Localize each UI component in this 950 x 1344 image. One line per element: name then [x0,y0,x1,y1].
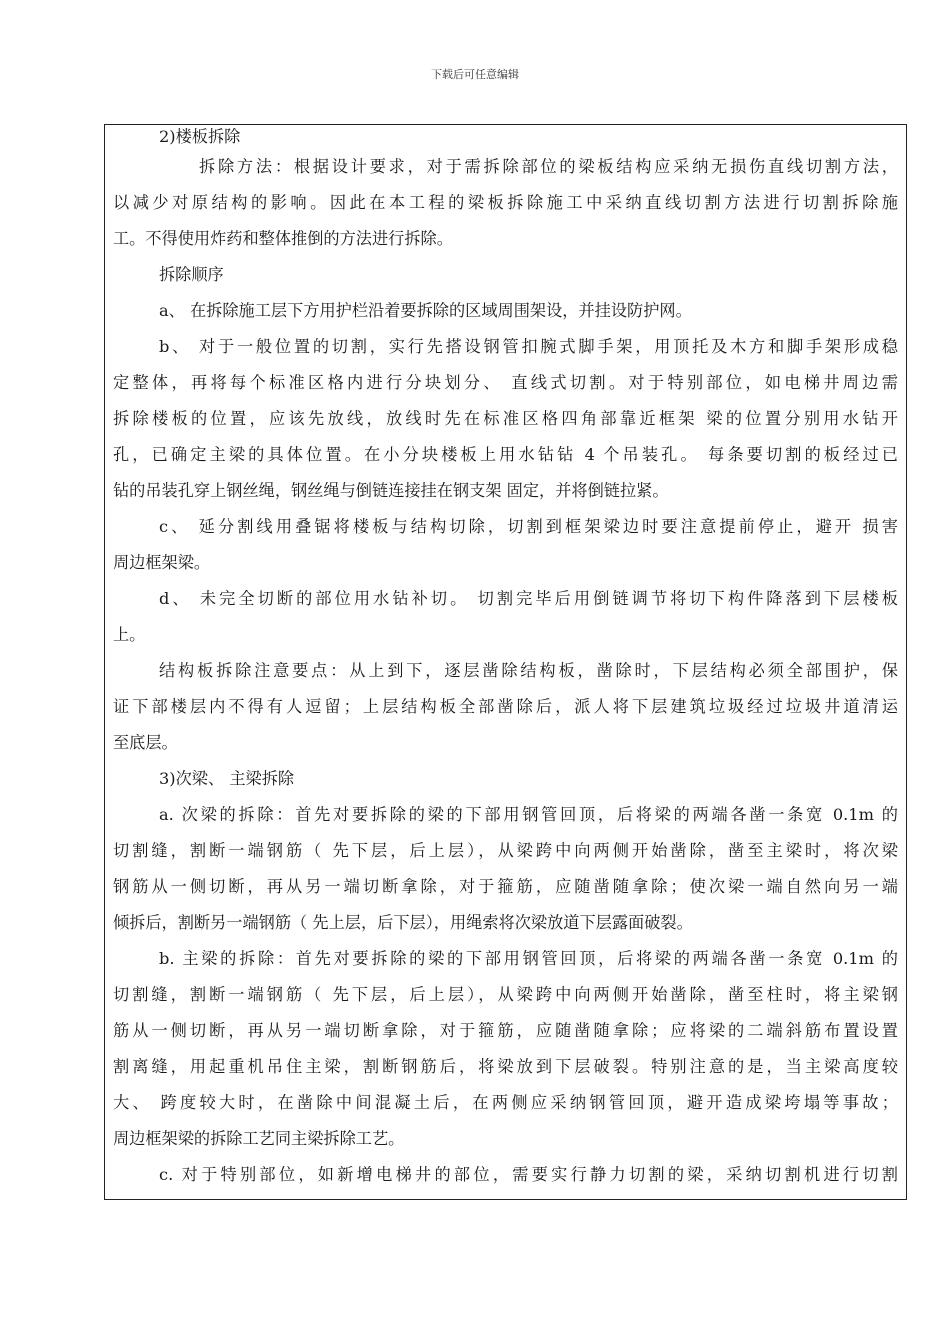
document-line: c、 延分割线用叠锯将楼板与结构切除，切割到框架梁边时要注意提前停止，避开 损害 [159,517,898,536]
document-line: 3)次梁、 主梁拆除 [159,769,295,788]
document-line: 割离缝，用起重机吊住主梁，割断钢筋后，将梁放到下层破裂。特别注意的是，当主梁高度较 [113,1057,898,1076]
document-line: 拆除方法：根据设计要求，对于需拆除部位的梁板结构应采纳无损伤直线切割方法， [199,157,898,176]
document-line: 周边框架梁。 [113,553,211,572]
document-line: a、 在拆除施工层下方用护栏沿着要拆除的区域周围架设，并挂设防护网。 [159,301,692,320]
document-line: 孔，已确定主梁的具体位置。在小分块楼板上用水钻钻 4 个吊装孔。 每条要切割的板经过已 [113,445,898,464]
document-line: 2)楼板拆除 [159,127,241,146]
document-line: 切割缝，割断一端钢筋（ 先下层，后上层），从梁跨中向两侧开始凿除，凿至主梁时，将次梁 [113,841,898,860]
document-line: b、 对于一般位置的切割，实行先搭设钢管扣腕式脚手架，用顶托及木方和脚手架形成稳 [159,337,898,356]
document-line: 钢筋从一侧切断，再从另一端切断拿除，对于箍筋，应随凿随拿除；使次梁一端自然向另一端 [113,877,898,896]
document-line: 上。 [113,625,146,644]
document-line: b. 主梁的拆除：首先对要拆除的梁的下部用钢管回顶，后将梁的两端各凿一条宽 0.1m 的 [159,949,898,968]
document-line: 定整体，再将每个标准区格内进行分块划分、 直线式切割。对于特别部位，如电梯井周边需 [113,373,898,392]
document-line: 结构板拆除注意要点：从上到下，逐层凿除结构板，凿除时，下层结构必须全部围护，保 [159,661,898,680]
document-line: 工。不得使用炸药和整体推倒的方法进行拆除。 [113,229,453,248]
document-line: 证下部楼层内不得有人逗留；上层结构板全部凿除后，派人将下层建筑垃圾经过垃圾井道清运 [113,697,898,716]
document-line: d、 未完全切断的部位用水钻补切。 切割完毕后用倒链调节将切下构件降落到下层楼板 [159,589,898,608]
document-line: c. 对于特别部位，如新增电梯井的部位，需要实行静力切割的梁，采纳切割机进行切割 [159,1165,898,1184]
document-line: 以减少对原结构的影响。因此在本工程的梁板拆除施工中采纳直线切割方法进行切割拆除施 [113,193,898,212]
document-line: 周边框架梁的拆除工艺同主梁拆除工艺。 [113,1129,405,1148]
document-line: 倾拆后，割断另一端钢筋（ 先上层，后下层），用绳索将次梁放道下层露面破裂。 [113,913,693,932]
document-line: a. 次梁的拆除：首先对要拆除的梁的下部用钢管回顶，后将梁的两端各凿一条宽 0.1m 的 [159,805,898,824]
document-line: 大、 跨度较大时，在凿除中间混凝土后，在两侧应采纳钢管回顶，避开造成梁垮塌等事故； [113,1093,898,1112]
document-line: 拆除楼板的位置，应该先放线，放线时先在标准区格四角部靠近框架 梁的位置分别用水钻开 [113,409,898,428]
document-line: 钻的吊装孔穿上钢丝绳，钢丝绳与倒链连接挂在钢支架 固定，并将倒链拉紧。 [113,481,669,500]
content-table-cell [104,124,907,1200]
document-line: 至底层。 [113,733,178,752]
page-header-note: 下载后可任意编辑 [431,68,519,81]
document-line: 切割缝，割断一端钢筋（ 先下层，后上层），从梁跨中向两侧开始凿除，凿至柱时，将主梁钢 [113,985,898,1004]
document-line: 筋从一侧切断，再从另一端切断拿除，对于箍筋，应随凿随拿除；应将梁的二端斜筋布置设置 [113,1021,898,1040]
document-line: 拆除顺序 [159,265,224,284]
